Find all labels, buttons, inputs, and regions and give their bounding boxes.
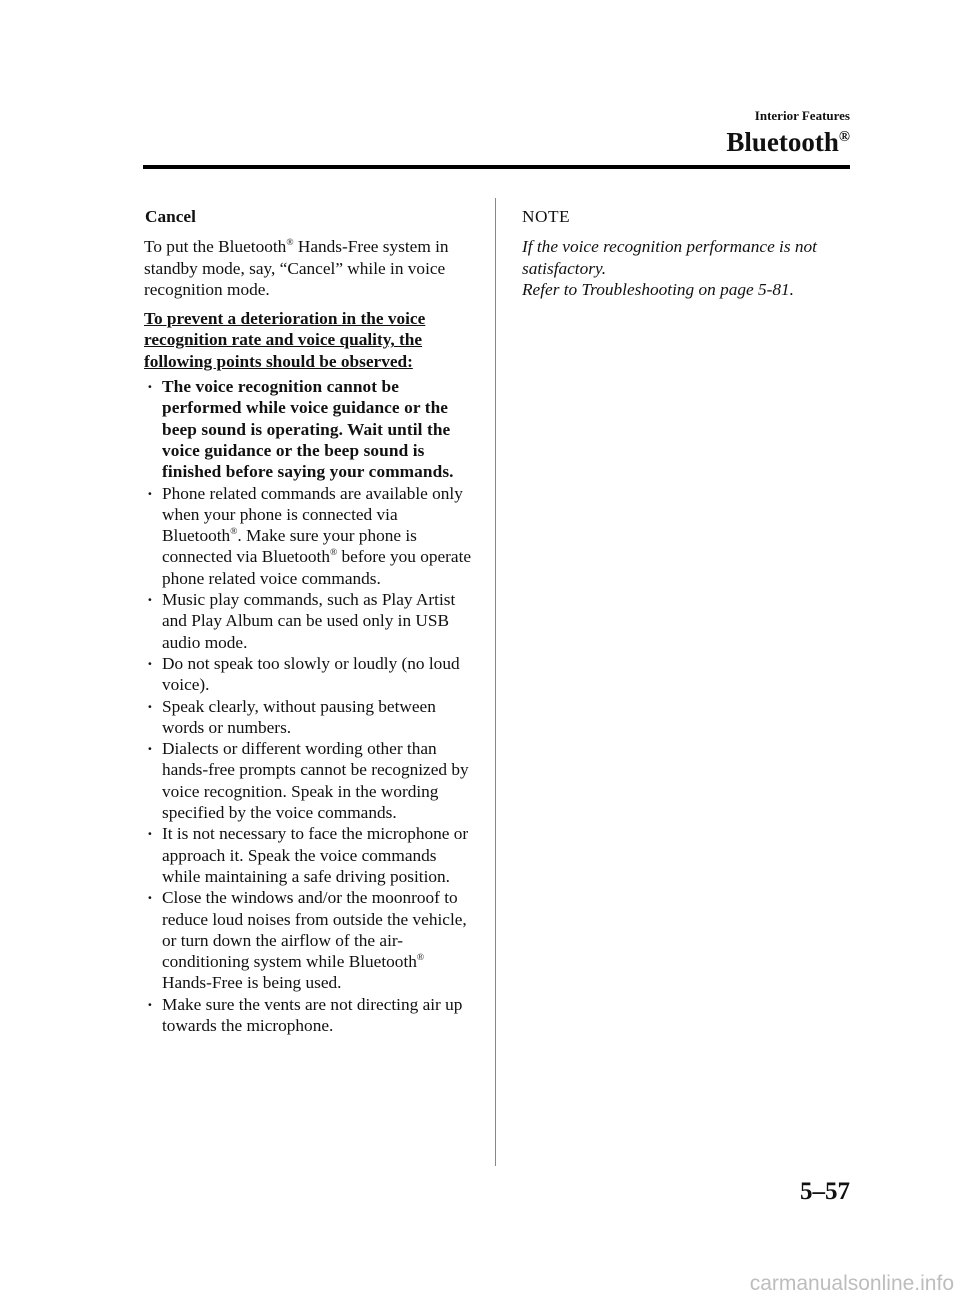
list-item-text: before you operate phone related voice commands. bbox=[162, 547, 472, 588]
list-item bbox=[144, 994, 474, 1037]
list-item-text: . Make sure your phone is connected via Bluetooth bbox=[162, 526, 417, 567]
header-rule bbox=[143, 165, 850, 169]
bullet-icon: · bbox=[147, 483, 153, 503]
bullet-icon: · bbox=[147, 994, 153, 1014]
list-item bbox=[144, 887, 474, 993]
page-title-text: Bluetooth bbox=[726, 127, 839, 157]
intro-text-2: Hands-Free system in standby mode, say, “Cancel” while in voice recognition mode. bbox=[144, 237, 449, 299]
list-item bbox=[144, 696, 474, 739]
list-item bbox=[144, 589, 474, 653]
bullet-icon: · bbox=[147, 377, 153, 397]
bullet-icon: · bbox=[147, 739, 153, 759]
list-item-text: Speak clearly, without pausing between words or numbers. bbox=[162, 696, 436, 737]
list-item bbox=[144, 483, 474, 589]
list-item-text: Dialects or different wording other than hands-free prompts cannot be recognized by voice recognition. Speak in the wording specified by the voice commands. bbox=[162, 739, 469, 823]
list-item-text: Music play commands, such as Play Artist and Play Album can be used only in USB audio mode. bbox=[162, 590, 456, 652]
note-line: If the voice recognition performance is not satisfactory. bbox=[522, 237, 817, 278]
page-number: 5–57 bbox=[800, 1178, 850, 1205]
right-column bbox=[522, 206, 852, 300]
cancel-paragraph bbox=[144, 236, 474, 300]
list-item-text: The voice recognition cannot be performed while voice guidance or the beep sound is operating. Wait until the voice guidance or the beep sound is finished before saying your commands. bbox=[162, 377, 454, 482]
list-item-text: Make sure the vents are not directing air up towards the microphone. bbox=[162, 994, 463, 1035]
bullet-icon: · bbox=[147, 653, 153, 673]
list-item-text: Phone related commands are available only when your phone is connected via Bluetooth bbox=[162, 483, 463, 546]
bullet-icon: · bbox=[147, 590, 153, 610]
registered-mark: ® bbox=[838, 129, 850, 145]
watermark: carmanualsonline.info bbox=[749, 1272, 954, 1295]
list-item bbox=[144, 376, 474, 482]
observation-heading: To prevent a deterioration in the voice recognition rate and voice quality, the following points should be observed: bbox=[144, 309, 426, 371]
cancel-heading: Cancel bbox=[145, 207, 196, 226]
list-item-text: It is not necessary to face the microphone or approach it. Speak the voice commands while maintaining a safe driving position. bbox=[162, 824, 469, 886]
left-column bbox=[144, 206, 474, 1036]
registered-mark: ® bbox=[286, 238, 294, 249]
note-reference: Refer to Troubleshooting on page 5-81. bbox=[522, 279, 795, 299]
list-item-text: Close the windows and/or the moonroof to reduce loud noises from outside the vehicle, or turn down the airflow of the air-conditioning system while Bluetooth bbox=[162, 888, 467, 972]
page-title bbox=[726, 122, 850, 162]
list-item-text: Hands-Free is being used. bbox=[162, 973, 342, 993]
list-item-text: Do not speak too slowly or loudly (no loud voice). bbox=[162, 653, 460, 695]
note-title: NOTE bbox=[522, 207, 571, 226]
registered-mark: ® bbox=[230, 527, 238, 538]
list-item bbox=[144, 823, 474, 887]
tips-list bbox=[144, 376, 474, 1036]
bullet-icon: · bbox=[147, 824, 153, 844]
list-item bbox=[144, 653, 474, 696]
list-item bbox=[144, 738, 474, 823]
bullet-icon: · bbox=[147, 696, 153, 716]
intro-text-1: To put the Bluetooth bbox=[144, 237, 287, 257]
registered-mark: ® bbox=[329, 548, 338, 559]
bullet-icon: · bbox=[147, 888, 153, 908]
column-divider bbox=[495, 198, 496, 1166]
section-label: Interior Features bbox=[754, 108, 850, 123]
registered-mark: ® bbox=[416, 953, 425, 964]
